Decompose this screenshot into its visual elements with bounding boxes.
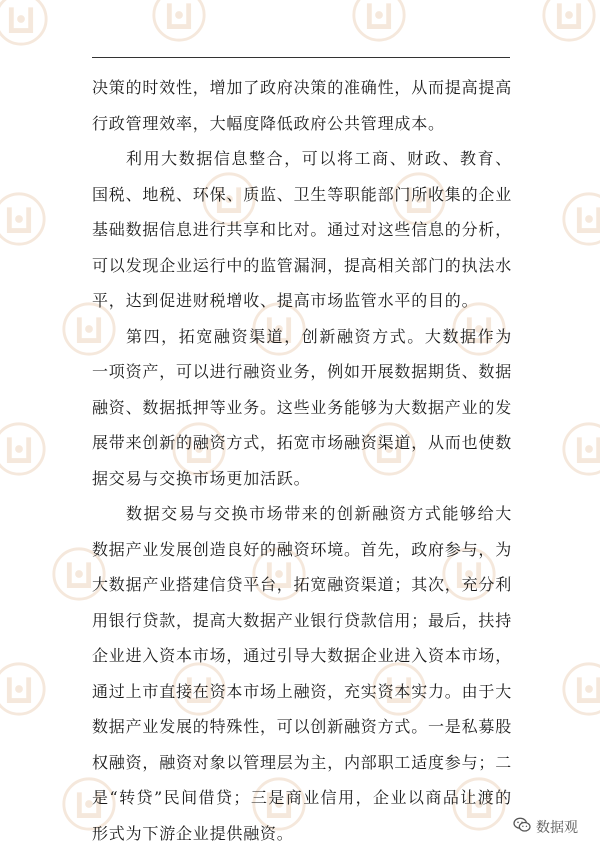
watermark-logo [560,660,600,718]
watermark-logo [0,190,48,248]
paragraph-2: 利用大数据信息整合，可以将工商、财政、教育、国税、地税、环保、质监、卫生等职能部门所收集的企业基础数据信息进行共享和比对。通过对这些信息的分析，可以发现企业运行中的监管漏洞，提高相关部门的执法水平，达到促进财税增收、提高市场监管水平的目的。 [92,149,513,310]
watermark-logo [350,0,408,44]
paragraph-4: 数据交易与交换市场带来的创新融资方式能够给大数据产业发展创造良好的融资环境。首先，政府参与，为大数据产业搭建信贷平台，拓宽融资渠道；其次，充分利用银行贷款，提高大数据产业银行贷款信用；最后，扶持企业进入资本市场，通过引导大数据企业进入资本市场，通过上市直接在资本市场上融资，充实资本实力。由于大数据产业发展的特殊性，可以创新融资方式。一是私募股权融资，融资对象以管理层为主，内部职工适度参与；二是“转贷”民间借贷；三是商业信用，企业以商品让渡的形式为下游企业提供融资。 [92,504,513,843]
watermark-logo [0,660,48,718]
wechat-icon [513,817,531,837]
footer-brand-label: 数据观 [536,820,578,836]
watermark-logo [0,420,48,478]
watermark-logo [560,190,600,248]
header-rule [92,57,510,58]
paragraph-3: 第四，拓宽融资渠道，创新融资方式。大数据作为一项资产，可以进行融资业务，例如开展数据期货、数据融资、数据抵押等业务。这些业务能够为大数据产业的发展带来创新的融资方式，拓宽市场融资渠道，从而也使数据交易与交换市场更加活跃。 [92,326,513,488]
watermark-logo [0,0,50,48]
watermark-logo [150,0,208,44]
paragraph-1: 决策的时效性，增加了政府决策的准确性，从而提高提高行政管理效率，大幅度降低政府公共管理成本。 [92,78,513,133]
document-body [92,70,512,851]
watermark-logo [540,0,598,44]
watermark-logo [560,420,600,478]
footer-brand [513,817,578,837]
